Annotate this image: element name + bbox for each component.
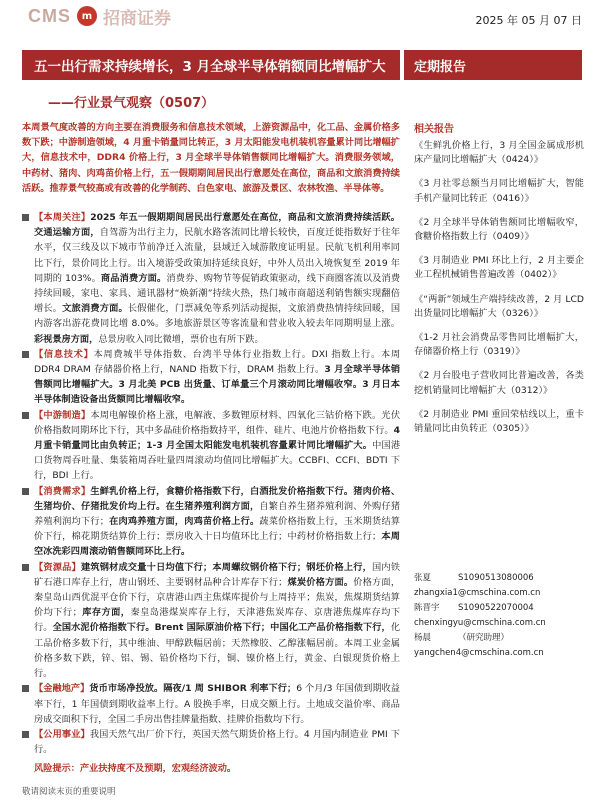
body-text: 秦皇岛港煤炭库存上行，天津港焦炭库存、京唐港焦煤库存均下行。	[34, 607, 401, 634]
bullet-icon	[22, 214, 29, 221]
section-tag: 【金融地产】	[34, 683, 90, 695]
body-text: 国内铁矿石港口库存上行，唐山钢坯、主要钢材品种合计库存下行；	[34, 561, 401, 588]
analyst-id: （研究助理）	[458, 633, 510, 643]
footer-note: 敬请阅读末页的重要说明	[22, 787, 116, 797]
bold-text: 全国水泥价格指数下行。Brent 国际原油价格下行；中国化工产品价格指数下行，	[52, 622, 391, 634]
related-report-item[interactable]: 《2 月台股电子营收同比普遍改善，各类挖机销量同比增幅扩大（0312）》	[414, 370, 584, 396]
body-text: 总景房收入同比微增，票价也有所下跌。	[98, 333, 264, 345]
bold-text: 在肉鸡养殖方面，肉鸡苗价格上行。	[108, 516, 260, 528]
bullet-icon	[22, 351, 29, 358]
bullet-icon	[22, 731, 29, 738]
body-text: 蔬菜价格指数上行，玉米期货结算价下行，棉花期货结算价上行；票房收入十日均值环比上行；中药材价格指数上行；	[34, 516, 401, 543]
risk-warning: 风险提示：产业扶持度不及预期，宏观经济波动。	[34, 763, 237, 774]
logo-mark-icon: m	[77, 6, 97, 26]
section-item	[22, 408, 400, 484]
bold-text: 库存方面，	[81, 607, 131, 619]
bold-text: 货币市场净投放。隔夜/1 周 SHIBOR 利率下行；	[89, 683, 297, 695]
section-item	[22, 681, 400, 727]
bold-text: 在生猪养殖利润方面，	[165, 500, 260, 512]
bold-text: 彩视景房方面，	[34, 333, 99, 345]
bold-text: 4 月重卡销量同比由负转正；1-3 月全国太阳能发电机装机容量累计同比增幅扩大。	[34, 424, 400, 452]
body-text: 本周费城半导体指数、台湾半导体行业指数上行。DXI 指数上行。本周 DDR4 DRAM 存储器价格上行，NAND 指数下行，DRAM 指数上行。	[34, 348, 401, 376]
bold-text: 本周空冰洗彩四周滚动销售额同环比上行。	[34, 531, 400, 558]
summary-paragraph: 本周景气度改善的方向主要在消费服务和信息技术领域，上游资源品中，化工品、金属价格多数下跌；中游制造领域，4 月重卡销量同比转正，3 月太阳能发电机装机容量累计同比增幅扩大，信息技术中，DDR4 价格上行，3 月全球半导体销售额同比增幅扩大。消费服务领域，中药材、猪肉、肉鸡苗价格上行，五一假期期间居民出行意愿处在高位，商品和文旅消费持续活跃。推荐景气较高或有改善的化学制药、白色家电、旅游及景区、农林牧渔、半导体等。	[22, 122, 400, 194]
bullet-icon	[22, 488, 29, 495]
bold-text: 文旅消费方面。	[62, 303, 128, 315]
section-tag: 【消费需求】	[34, 485, 91, 497]
analyst-email[interactable]: chenxingyu@cmschina.com.cn	[414, 618, 546, 628]
analyst-name: 张夏	[414, 573, 432, 583]
body-text: 长假催化，门票减免等系列活动提振，文旅消费热情持续回暖，国内游客出游花费同比增 8.0%。多地旅游景区等客流量和营业收入较去年同期明显上涨。	[34, 303, 401, 330]
analyst-email[interactable]: yangchen4@cmschina.com.cn	[414, 648, 544, 658]
section-item	[22, 484, 400, 560]
section-tag: 【信息技术】	[34, 348, 94, 360]
main-content	[22, 210, 400, 757]
related-report-item[interactable]: 《3 月制造业 PMI 环比上行，2 月主要企业工程机械销售普遍改善（0402）》	[414, 255, 584, 281]
cms-logo	[28, 4, 171, 28]
bold-text: 建筑钢材成交量十日均值下行；本周螺纹钢价格下行；钢坯价格上行，	[80, 561, 373, 573]
body-text: 价格方面，秦皇岛山西优混平仓价下行，京唐港山西主焦煤库提价与上周持平；焦炭，焦煤期货结算价均下行；	[34, 576, 401, 619]
bullet-icon	[22, 564, 29, 571]
logo-text-en: CMS	[28, 5, 71, 26]
body-text: 自繁自养生猪养殖利润、外购仔猪养殖利润均下行；	[34, 500, 401, 528]
report-type: 定期报告	[404, 50, 582, 80]
analyst-id: S1090513080006	[458, 573, 534, 583]
section-item	[22, 727, 400, 757]
section-item	[22, 210, 400, 347]
analyst-row	[414, 571, 584, 586]
analyst-row	[414, 631, 584, 646]
related-reports-title: 相关报告	[414, 124, 454, 135]
analyst-name: 杨晨	[414, 633, 432, 643]
analyst-row	[414, 601, 584, 616]
section-tag: 【资源品】	[34, 561, 81, 573]
section-item	[22, 347, 400, 408]
related-report-item[interactable]: 《“两新”领域生产端持续改善，2 月 LCD 出货量同比增幅扩大（0326）》	[414, 293, 584, 319]
related-reports-list	[414, 139, 584, 436]
page-header	[0, 0, 600, 40]
related-report-item[interactable]: 《3 月社零总额当月同比增幅扩大，智能手机产量同比转正（0416）》	[414, 178, 584, 204]
body-text: 6 个月/3 年国债到期收益率下行，1 年国债到期收益率上行。A 股换手率，日成交额上行。土地成交溢价率、商品房成交面积下行，全国二手房出售挂牌量指数、挂牌价指数均下行。	[34, 683, 400, 725]
analyst-email[interactable]: zhangxia1@cmschina.com.cn	[414, 588, 541, 598]
body-text: 我国天然气出厂价下行，英国天然气期货价格上行。4 月国内制造业 PMI 下行。	[34, 728, 400, 756]
report-title: 五一出行需求持续增长，3 月全球半导体销额同比增幅扩大	[22, 50, 400, 80]
logo-text-cn: 招商证券	[103, 8, 171, 29]
analyst-name: 陈晋宇	[414, 603, 440, 613]
bullet-icon	[22, 685, 29, 692]
section-tag: 【中游制造】	[34, 409, 91, 421]
bold-text: 生鲜乳价格上行，食糖价格指数下行，白酒批发价格指数下行。猪肉价格、生猪均价、仔猪批发价均上行。	[34, 485, 401, 512]
bold-text: 2025 年五一假期期间居民出行意愿处在高位，商品和文旅消费持续活跃。交通运输方面，	[34, 212, 400, 239]
related-reports	[414, 120, 584, 446]
bullet-icon	[22, 412, 29, 419]
body-text: 消费券、购物节等促销政策驱动，线下商圈客流以及消费持续回暖，家电、家具、通讯器材“焕新潮”持续火热，热门城市商超送利销售额实现翻倍增长。	[34, 272, 401, 315]
related-report-item[interactable]: 《1-2 月社会消费品零售同比增幅扩大，存储器价格上行（0319）》	[414, 332, 584, 358]
related-report-item[interactable]: 《生鲜乳价格上行，3 月全国金属成形机床产量同比增幅扩大（0424）》	[414, 140, 584, 166]
section-tag: 【公用事业】	[34, 728, 90, 740]
report-date: 2025 年 05 月 07 日	[475, 14, 582, 27]
section-tag: 【本周关注】	[34, 212, 91, 223]
related-report-item[interactable]: 《2 月制造业 PMI 重回荣枯线以上，重卡销量同比由负转正（0305）》	[414, 408, 584, 435]
body-text: 中国港口货物周吞吐量、集装箱周吞吐量四周滚动均值同比增幅扩大。CCBFI、CCFI、BDTI 下行，BDI 上行。	[34, 440, 401, 482]
section-item	[22, 560, 400, 682]
bold-text: 煤炭价格方面。	[287, 576, 354, 588]
report-subtitle: ——行业景气观察（0507）	[48, 96, 215, 111]
analyst-list	[414, 571, 584, 661]
body-text: 本周电解镍价格上涨，电解液、多数锂原材料、四氧化三钴价格下跌。光伏价格指数同期环比下行，其中多晶硅价格指数持平，组件、硅片、电池片价格指数下行。	[34, 409, 401, 436]
body-text: 自驾游为出行主力，民航水路客流同比增长较快，百度迁徙指数好于往年水平，仅三线及以下城市节前净迁入流量，县域迁入域游散度证明显。民航飞机利用率同比下行，景价同比上行。出入境游受政策加持延续良好，中外人员出入境恢复至 2019 年同期的 103%。	[34, 227, 401, 284]
bold-text: 商品消费方面。	[100, 272, 167, 284]
analyst-id: S1090522070004	[458, 603, 534, 613]
related-report-item[interactable]: 《2 月全球半导体销售额同比增幅收窄，食糖价格指数上行（0409）》	[414, 216, 584, 243]
body-text: 化工品价格多数下行，其中维油、甲醇跌幅居前；天然橡胶、乙醇涨幅居前。本周工业金属价格多数下跌，锌、铝、锡、铅价格均下行，铜、镍价格上行，黄金、白银现货价格上行。	[34, 622, 400, 680]
bold-text: 3 月全球半导体销售额同比增幅扩大。3 月北美 PCB 出货量、订单量三个月滚动同比增幅收窄。3 月日本半导体制造设备出货额同比增幅收窄。	[34, 364, 401, 406]
